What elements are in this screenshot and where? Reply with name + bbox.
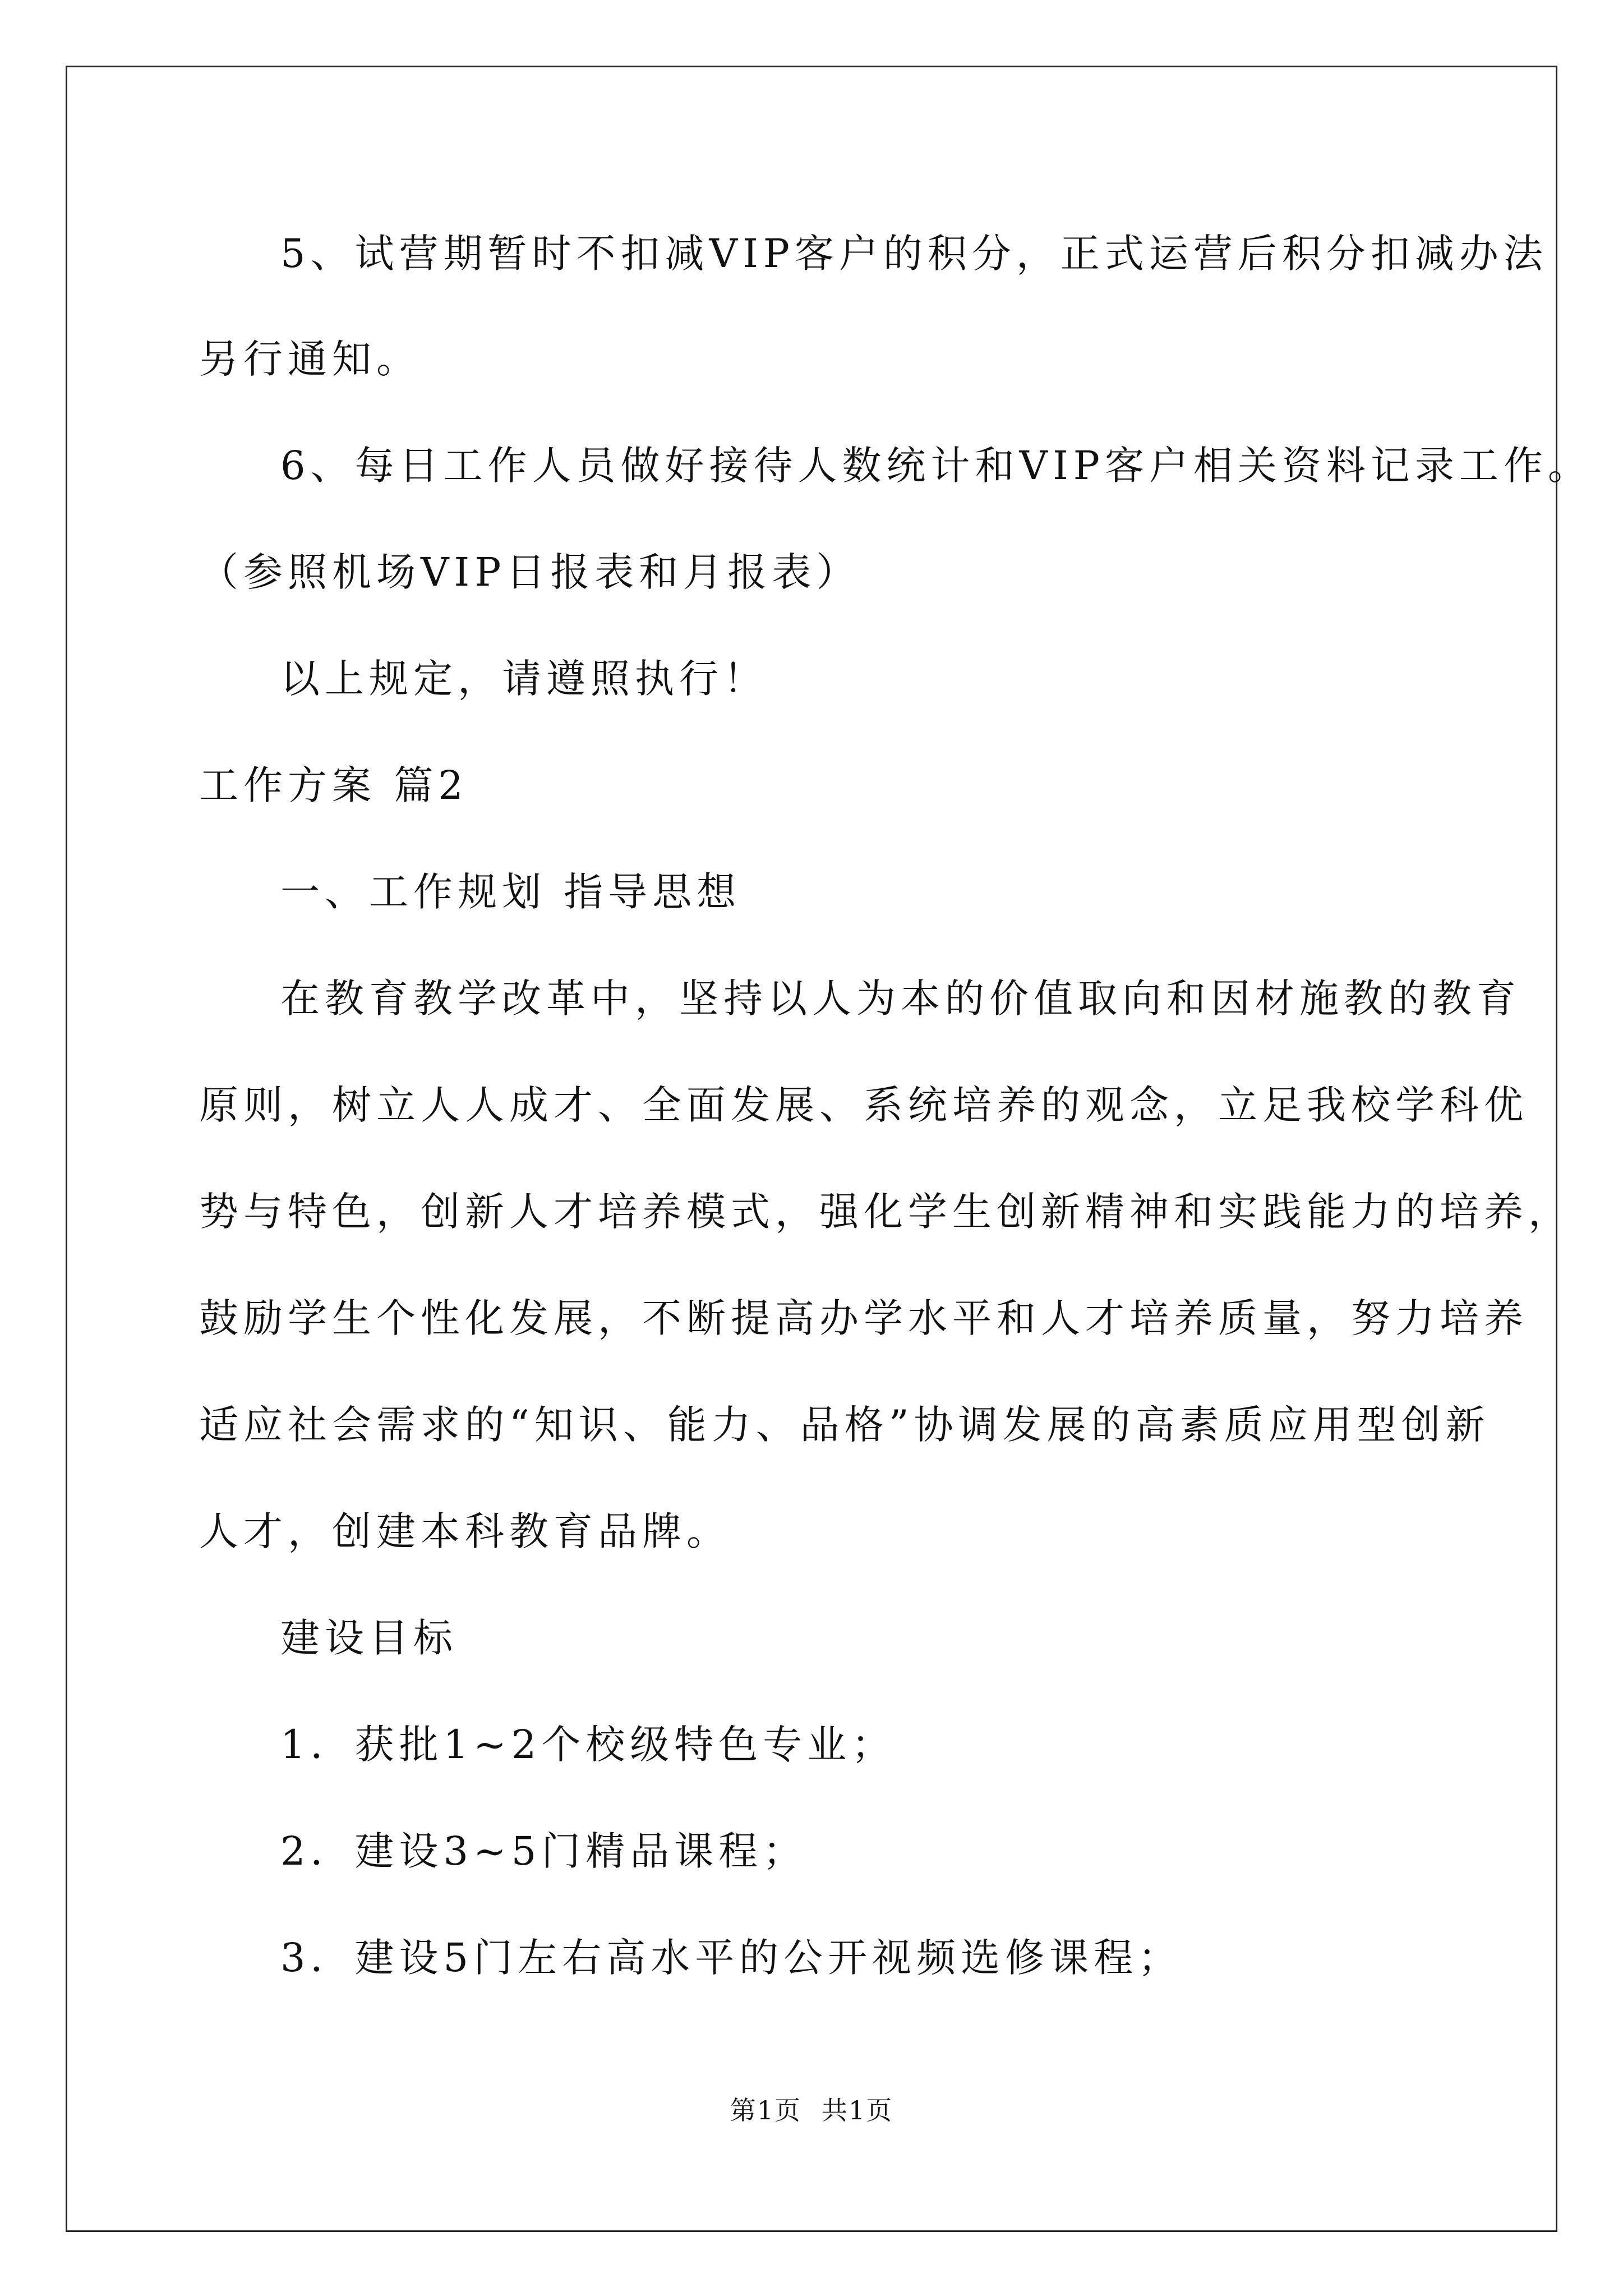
paragraph-line: 以上规定，请遵照执行！	[280, 656, 768, 702]
paragraph-line: 人才，创建本科教育品牌。	[199, 1508, 731, 1554]
page-number: 第1页	[730, 2095, 801, 2125]
paragraph-line: 在教育教学改革中，坚持以人为本的价值取向和因材施教的教育	[280, 976, 1521, 1022]
paragraph-line: 6、每日工作人员做好接待人数统计和VIP客户相关资料记录工作。	[280, 443, 1592, 489]
subsection-heading: 建设目标	[280, 1615, 458, 1661]
list-item: 1．获批1~2个校级特色专业；	[280, 1722, 896, 1768]
page-frame	[66, 66, 1557, 2232]
paragraph-line: 适应社会需求的“知识、能力、品格”协调发展的高素质应用型创新	[199, 1402, 1490, 1448]
list-item: 2．建设3~5门精品课程；	[280, 1828, 808, 1874]
paragraph-line: （参照机场VIP日报表和月报表）	[199, 549, 861, 595]
paragraph-line: 势与特色，创新人才培养模式，强化学生创新精神和实践能力的培养，	[199, 1189, 1573, 1235]
page-total: 共1页	[822, 2095, 893, 2125]
paragraph-line: 另行通知。	[199, 336, 421, 382]
section-heading: 工作方案 篇2	[199, 762, 468, 808]
paragraph-line: 5、试营期暂时不扣减VIP客户的积分，正式运营后积分扣减办法	[280, 231, 1548, 277]
page-footer	[0, 2093, 1623, 2127]
paragraph-line: 原则，树立人人成才、全面发展、系统培养的观念，立足我校学科优	[199, 1082, 1528, 1128]
list-item: 3．建设5门左右高水平的公开视频选修课程；	[280, 1935, 1183, 1981]
paragraph-line: 鼓励学生个性化发展，不断提高办学水平和人才培养质量，努力培养	[199, 1295, 1528, 1341]
subsection-heading: 一、工作规划 指导思想	[280, 869, 741, 915]
